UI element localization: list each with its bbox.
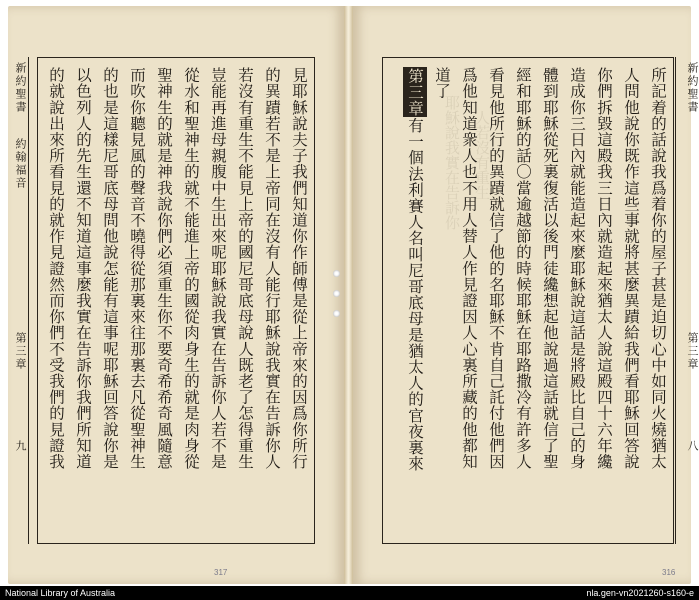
- text-column: 的也是這樣尼哥底母問他說怎能有這事呢耶穌回答說你是: [101, 67, 119, 470]
- text-column: 見耶穌說夫子我們知道你作師傅是從上帝來的因爲你所行: [290, 67, 308, 470]
- item-identifier: nla.gen-vn2021260-s160-e: [586, 588, 694, 598]
- text-column: 造成你三日內就能造起來麼耶穌說這話是將殿比自己的身: [568, 67, 586, 470]
- right-header-rule: [675, 57, 676, 544]
- text-column: 的就說出來所看見的就作見證然而你們不受我們的見證我: [47, 67, 65, 470]
- right-text-frame: [382, 57, 674, 544]
- left-chapter-label: 第三章: [14, 332, 27, 371]
- text-column: 經和耶穌的話〇當逾越節的時候耶穌在耶路撒冷有許多人: [514, 67, 532, 470]
- chapter-start-column: [403, 67, 427, 472]
- text-column: 豈能再進母親腹中生出來呢耶穌說我實在告訴你人若不是: [209, 67, 227, 470]
- text-column: 從水和聖神生的就不能進上帝的國從肉身生的就是肉身從: [182, 67, 200, 470]
- bleed-through-text: 人若沒有重生: [473, 110, 491, 200]
- library-credit: National Library of Australia: [5, 588, 116, 598]
- text-column: 所記着的話說我爲着你的屋子甚是迫切心中如同火燒猶太: [649, 67, 667, 470]
- text-column: 你們拆毀這殿我三日內就造起來猶太人說這殿四十六年纔: [595, 67, 613, 470]
- binding-hole: [333, 290, 340, 297]
- left-page-number: 九: [14, 440, 27, 453]
- text-column: 若沒有重生不能見上帝的國尼哥底母說人既老了怎得重生: [236, 67, 254, 470]
- text-column: 聖神生的就是神我說你們必須重生你不要奇希希奇風隨意: [155, 67, 173, 470]
- pencil-folio-note: 316: [662, 568, 676, 577]
- text-column: 體到耶穌從死裏復活以後門徒纔想起他說過這話就信了聖: [541, 67, 559, 470]
- right-page-number: 八: [686, 440, 699, 453]
- left-header-book: 新約聖書: [14, 62, 27, 114]
- right-chapter-label: 第三章: [686, 332, 699, 371]
- bleed-through-text: 耶穌說我實在告訴你: [443, 95, 461, 230]
- binding-hole: [333, 310, 340, 317]
- chapter-first-line: 有一個法利賽人名叫尼哥底母是猶太人的官夜裏來: [406, 117, 424, 472]
- left-text-frame: [37, 57, 315, 544]
- text-column: 的異蹟若不是上帝同在沒有人能行耶穌說我實在告訴你人: [263, 67, 281, 470]
- attribution-bar: [0, 586, 699, 600]
- binding-hole: [333, 270, 340, 277]
- left-header-rule: [28, 57, 29, 544]
- right-header-book: 新約聖書: [686, 62, 699, 114]
- pencil-folio-note: 317: [214, 568, 228, 577]
- text-column: 以色列人的先生還不知道這事麼我實在告訴你我們所知道: [74, 67, 92, 470]
- book-gutter: [344, 6, 353, 584]
- text-column: 看見他所行的異蹟就信了他的名耶穌不肯自己託付他們因: [487, 67, 505, 470]
- chapter-heading: 第三章: [403, 67, 427, 117]
- text-column: 而吹你聽見風的聲音不曉得從那裏來往那裏去凡從聖神生: [128, 67, 146, 470]
- text-column: 人問他說你既作這些事就將甚麼異蹟給我們看耶穌回答說: [622, 67, 640, 470]
- text-column: 爲他知道衆人也不用人替人作見證因人心裏所藏的他都知: [460, 67, 478, 470]
- left-header-gospel: 約翰福音: [14, 138, 27, 190]
- text-column: 道了: [433, 67, 451, 100]
